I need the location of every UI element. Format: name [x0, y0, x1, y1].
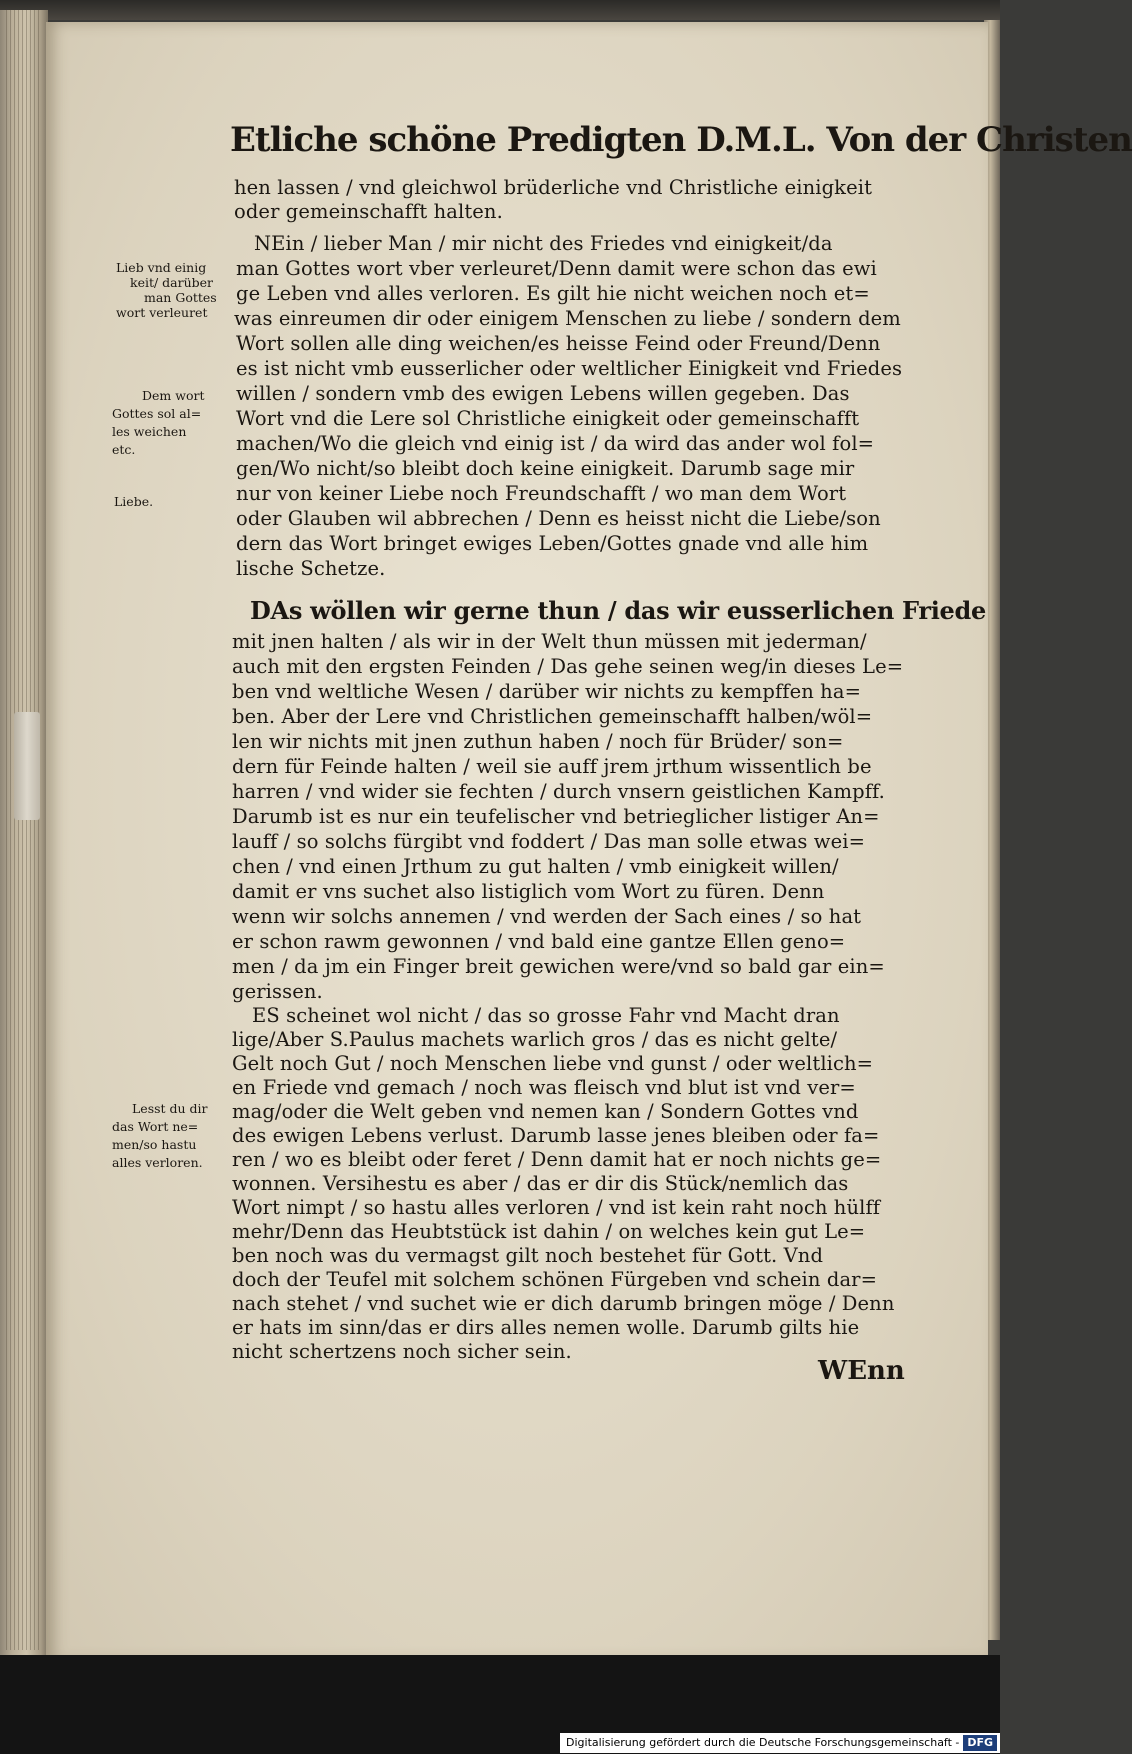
- text-line: oder Glauben wil abbrechen / Denn es heisst nicht die Liebe/son: [236, 507, 881, 530]
- margin-note: Lesst du dir: [132, 1101, 208, 1116]
- digitization-credit: [560, 1733, 1000, 1753]
- text-line: er hats im sinn/das er dirs alles nemen wolle. Darumb gilts hie: [232, 1316, 860, 1339]
- text-line: Gelt noch Gut / noch Menschen liebe vnd gunst / oder weltlich=: [232, 1052, 874, 1075]
- text-line: wonnen. Versihestu es aber / das er dir dis Stück/nemlich das: [232, 1172, 849, 1195]
- text-line: Darumb ist es nur ein teufelischer vnd betrieglicher listiger An=: [232, 805, 880, 828]
- scan-top-border: [0, 0, 1000, 20]
- catchword: WEnn: [818, 1356, 905, 1386]
- dfg-logo: DFG: [963, 1735, 997, 1751]
- text-line: des ewigen Lebens verlust. Darumb lasse jenes bleiben oder fa=: [232, 1124, 880, 1147]
- page-edges: [6, 10, 40, 1650]
- text-line: wenn wir solchs annemen / vnd werden der Sach eines / so hat: [232, 905, 862, 928]
- text-line: lige/Aber S.Paulus machets warlich gros / das es nicht gelte/: [232, 1028, 838, 1051]
- text-line: gerissen.: [232, 980, 323, 1003]
- credit-text: Digitalisierung gefördert durch die Deutsche Forschungsgemeinschaft -: [566, 1736, 960, 1749]
- text-line: doch der Teufel mit solchem schönen Fürgeben vnd schein dar=: [232, 1268, 878, 1291]
- text-line: ben vnd weltliche Wesen / darüber wir nichts zu kempffen ha=: [232, 680, 862, 703]
- text-line: mit jnen halten / als wir in der Welt thun müssen mit jederman/: [232, 630, 867, 653]
- text-line: was einreumen dir oder einigem Menschen zu liebe / sondern dem: [234, 307, 901, 330]
- text-line: lauff / so solchs fürgibt vnd foddert / Das man solle etwas wei=: [232, 830, 866, 853]
- text-line: es ist nicht vmb eusserlicher oder weltlicher Einigkeit vnd Friedes: [236, 357, 903, 380]
- text-line: Wort nimpt / so hastu alles verloren / vnd ist kein raht noch hülff: [232, 1196, 881, 1219]
- text-line: nach stehet / vnd suchet wie er dich darumb bringen möge / Denn: [232, 1292, 895, 1315]
- text-line: NEin / lieber Man / mir nicht des Friedes vnd einigkeit/da: [254, 232, 833, 255]
- text-line: Wort vnd die Lere sol Christliche einigkeit oder gemeinschafft: [236, 407, 860, 430]
- text-line: oder gemeinschafft halten.: [234, 200, 503, 223]
- text-line: mag/oder die Welt geben vnd nemen kan / Sondern Gottes vnd: [232, 1100, 859, 1123]
- text-line: Wort sollen alle ding weichen/es heisse Feind oder Freund/Denn: [236, 332, 881, 355]
- text-line: ren / wo es bleibt oder feret / Denn damit hat er noch nichts ge=: [232, 1148, 882, 1171]
- text-line: er schon rawm gewonnen / vnd bald eine gantze Ellen geno=: [232, 930, 846, 953]
- paper-bookmark: [14, 712, 40, 820]
- text-line: dern das Wort bringet ewiges Leben/Gottes gnade vnd alle him: [236, 532, 869, 555]
- text-line: dern für Feinde halten / weil sie auff jrem jrthum wissentlich be: [232, 755, 872, 778]
- text-line: chen / vnd einen Jrthum zu gut halten / vmb einigkeit willen/: [232, 855, 839, 878]
- margin-note: alles verloren.: [112, 1155, 203, 1170]
- margin-note: etc.: [112, 442, 136, 457]
- margin-note: Lieb vnd einig: [116, 260, 207, 275]
- text-line: hen lassen / vnd gleichwol brüderliche vnd Christliche einigkeit: [234, 176, 873, 199]
- text-line: gen/Wo nicht/so bleibt doch keine einigkeit. Darumb sage mir: [236, 457, 855, 480]
- text-line: len wir nichts mit jnen zuthun haben / noch für Brüder/ son=: [232, 730, 844, 753]
- text-line: ge Leben vnd alles verloren. Es gilt hie nicht weichen noch et=: [236, 282, 870, 305]
- text-line: nur von keiner Liebe noch Freundschafft / wo man dem Wort: [236, 482, 847, 505]
- text-line: damit er vns suchet also listiglich vom Wort zu füren. Denn: [232, 880, 825, 903]
- text-line: harren / vnd wider sie fechten / durch vnsern geistlichen Kampff.: [232, 780, 885, 803]
- text-line: lische Schetze.: [236, 557, 386, 580]
- text-line: nicht schertzens noch sicher sein.: [232, 1340, 572, 1363]
- text-line: ben noch was du vermagst gilt noch bestehet für Gott. Vnd: [232, 1244, 824, 1267]
- margin-note: les weichen: [112, 424, 187, 439]
- margin-note: men/so hastu: [112, 1137, 197, 1152]
- text-line: ben. Aber der Lere vnd Christlichen gemeinschafft halben/wöl=: [232, 705, 873, 728]
- margin-note: das Wort ne=: [112, 1119, 199, 1134]
- text-line: man Gottes wort vber verleuret/Denn damit were schon das ewi: [236, 257, 877, 280]
- text-line: men / da jm ein Finger breit gewichen were/vnd so bald gar ein=: [232, 955, 885, 978]
- text-line: auch mit den ergsten Feinden / Das gehe seinen weg/in dieses Le=: [232, 655, 904, 678]
- paragraph-opening-line: DAs wöllen wir gerne thun / das wir eusserlichen Friede: [250, 596, 986, 625]
- margin-note: Liebe.: [114, 494, 154, 509]
- running-head: Etliche schöne Predigten D.M.L. Von der Christen: [230, 120, 1132, 160]
- margin-note: keit/ darüber: [130, 275, 214, 290]
- text-line: en Friede vnd gemach / noch was fleisch vnd blut ist vnd ver=: [232, 1076, 856, 1099]
- margin-note: Gottes sol al=: [112, 406, 202, 421]
- text-line: machen/Wo die gleich vnd einig ist / da wird das ander wol fol=: [236, 432, 875, 455]
- margin-note: Dem wort: [142, 388, 205, 403]
- text-line: ES scheinet wol nicht / das so grosse Fahr vnd Macht dran: [252, 1004, 840, 1027]
- margin-note: man Gottes: [144, 290, 217, 305]
- text-line: mehr/Denn das Heubtstück ist dahin / on welches kein gut Le=: [232, 1220, 866, 1243]
- text-line: willen / sondern vmb des ewigen Lebens willen gegeben. Das: [236, 382, 850, 405]
- margin-note: wort verleuret: [116, 305, 208, 320]
